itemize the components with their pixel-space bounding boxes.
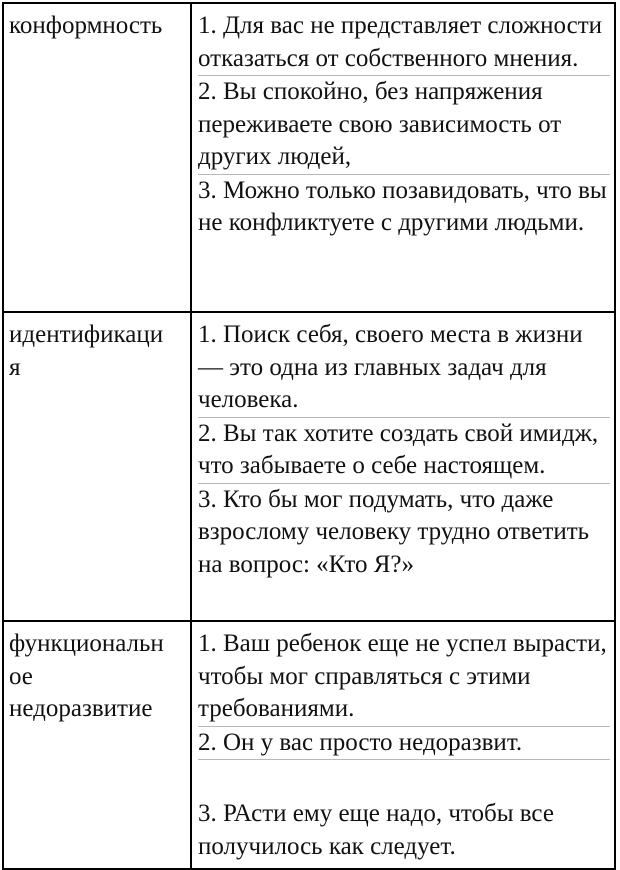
statements-cell [191,621,615,869]
statement-item: 1. Для вас не представляет сложности отказаться от собственного мнения. [198,12,603,72]
term-text: конформность [9,12,163,39]
statement-item: 3. РАсти ему еще надо, чтобы все получилось как следует. [198,759,610,863]
term-text: ое [9,662,33,690]
statement-item: 3. Можно только позавидовать, что вы не конфликтуете с другими людьми. [198,174,610,240]
statement-item: 1. Ваш ребенок еще не успел вырасти, чтобы мог справляться с этими требованиями. [198,630,607,722]
statement-item: 2. Вы спокойно, без напряжения переживаете свою зависимость от других людей, [198,75,610,174]
term-text: недоразвитие [9,695,153,722]
statements-cell [191,3,615,312]
statement-item: 2. Он у вас просто недоразвит. [198,726,610,760]
statement-item: 1. Поиск себя, своего места в жизни — это одна из главных задач для человека. [198,321,583,413]
statement-item: 3. Кто бы мог подумать, что даже взрослому человеку трудно ответить на вопрос: «Кто Я?» [198,483,610,582]
term-text: я [9,353,21,381]
terms-table [2,2,616,870]
term-text: идентификаци [9,321,164,348]
table-row [3,3,615,312]
statement-item: 2. Вы так хотите создать свой имидж, что забываете о себе настоящем. [198,417,610,483]
table-row [3,312,615,621]
term-cell [3,621,191,869]
term-text: функциональн [9,630,164,657]
term-cell [3,312,191,621]
term-cell [3,3,191,312]
statements-cell [191,312,615,621]
table-row [3,621,615,869]
